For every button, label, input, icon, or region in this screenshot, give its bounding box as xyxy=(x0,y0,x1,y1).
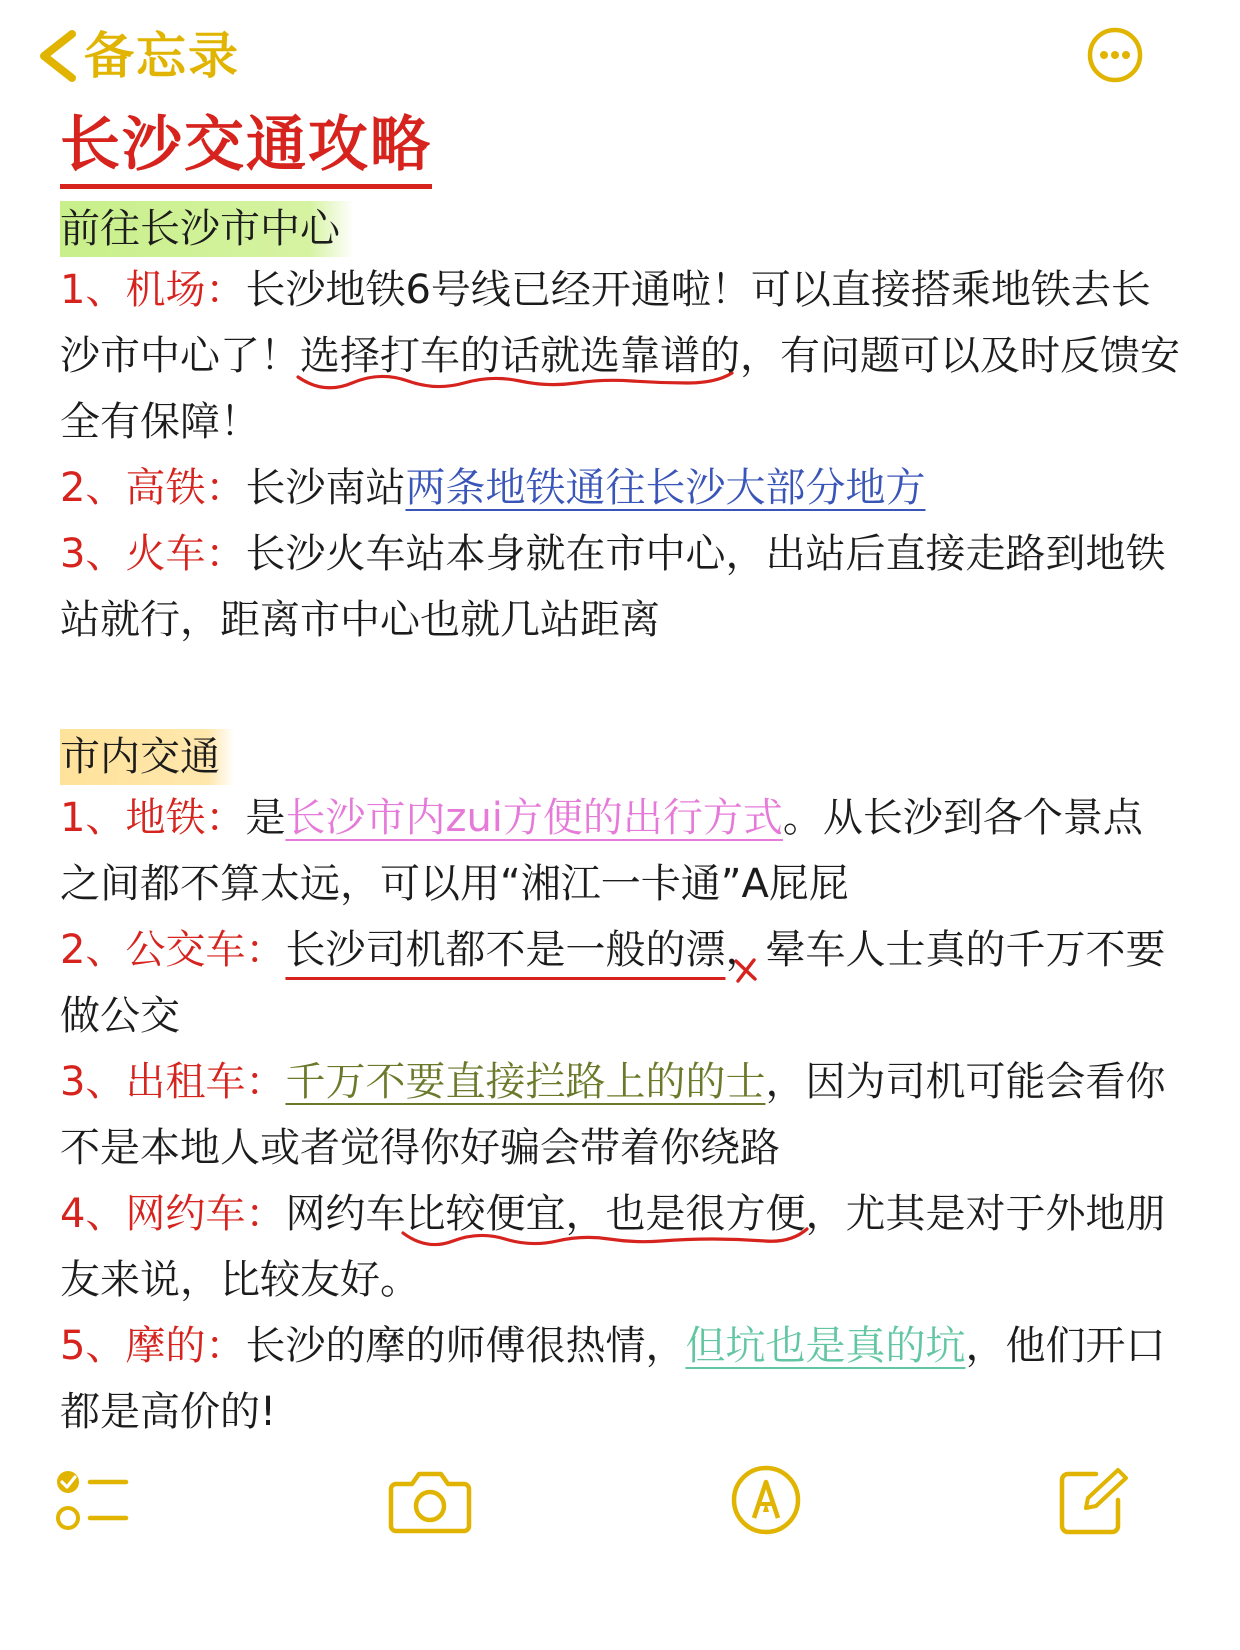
list-item-train xyxy=(60,521,1180,653)
note-title: 长沙交通攻略 xyxy=(60,108,432,189)
markup-pen-icon[interactable] xyxy=(730,1464,802,1536)
wavy-underline-mark xyxy=(401,1227,811,1251)
item-text-wrap: ，晕车人士真的千万不要做公交 xyxy=(60,927,1166,1039)
list-item-ride-hailing xyxy=(60,1181,1180,1313)
list-item-airport xyxy=(60,257,1180,455)
highlighted-text: 千万不要直接拦路上的的士 xyxy=(285,1059,766,1105)
back-button[interactable] xyxy=(36,26,240,86)
item-label: 5、摩的： xyxy=(60,1323,246,1369)
item-label: 2、高铁： xyxy=(60,465,246,511)
cross-mark-icon xyxy=(733,957,759,983)
item-text: ，因为司机可能会看你不是本地人或者觉得你好骗会带着你绕路 xyxy=(60,1059,1166,1171)
item-text: 网约车 xyxy=(285,1191,406,1237)
highlighted-text: 长沙市内zui方便的出行方式 xyxy=(285,795,783,841)
item-text: 是 xyxy=(245,795,286,841)
item-label: 3、出租车： xyxy=(60,1059,286,1105)
wavy-underlined-text: 选择打车的话就选靠谱的 xyxy=(300,333,740,379)
note-body[interactable] xyxy=(60,108,1180,1445)
item-text: ，他们开口都是高价的! xyxy=(60,1323,1166,1435)
more-ellipsis-icon[interactable] xyxy=(1086,26,1144,84)
navigation-bar xyxy=(0,0,1240,110)
bottom-toolbar xyxy=(0,1460,1240,1570)
highlighted-text: 但坑也是真的坑 xyxy=(685,1323,966,1369)
list-item-bus xyxy=(60,917,1180,1049)
item-label: 3、火车： xyxy=(60,531,246,577)
section-heading-city-transport: 市内交通 xyxy=(60,729,234,785)
item-label: 4、网约车： xyxy=(60,1191,286,1237)
compose-icon[interactable] xyxy=(1056,1464,1132,1540)
camera-icon[interactable] xyxy=(388,1468,472,1536)
list-item-motorbike-taxi xyxy=(60,1313,1180,1445)
checklist-icon[interactable] xyxy=(52,1460,132,1540)
back-label: 备忘录 xyxy=(84,27,240,85)
list-item-taxi xyxy=(60,1049,1180,1181)
section-heading-to-city-center: 前往长沙市中心 xyxy=(60,201,354,257)
item-text: 长沙地铁6号线已经开通啦！可以直接搭乘地铁去长沙市中心了！ xyxy=(60,267,1151,379)
item-label: 2、公交车： xyxy=(60,927,286,973)
item-text: ，尤其是对于外地朋友来说，比较友好。 xyxy=(60,1191,1166,1303)
list-item-metro xyxy=(60,785,1180,917)
item-text: 。从长沙到各个景点之间都不算太远，可以用“湘江一卡通”A屁屁 xyxy=(60,795,1143,907)
wavy-underlined-text: 比较便宜，也是很方便 xyxy=(405,1191,805,1237)
underlined-text: 长沙司机都不是一般的漂 xyxy=(285,927,726,973)
item-label: 1、地铁： xyxy=(60,795,246,841)
item-label: 1、机场： xyxy=(60,267,246,313)
list-item-high-speed-rail xyxy=(60,455,1180,521)
chevron-left-icon xyxy=(36,26,80,86)
highlighted-text: 两条地铁通往长沙大部分地方 xyxy=(405,465,926,511)
item-text: 长沙的摩的师傅很热情， xyxy=(245,1323,686,1369)
wavy-underline-mark xyxy=(296,369,736,393)
item-text: 长沙南站 xyxy=(245,465,406,511)
item-text: 长沙火车站本身就在市中心，出站后直接走路到地铁站就行，距离市中心也就几站距离 xyxy=(60,531,1166,643)
item-text: ，有问题可以及时反馈安全有保障！ xyxy=(60,333,1180,445)
